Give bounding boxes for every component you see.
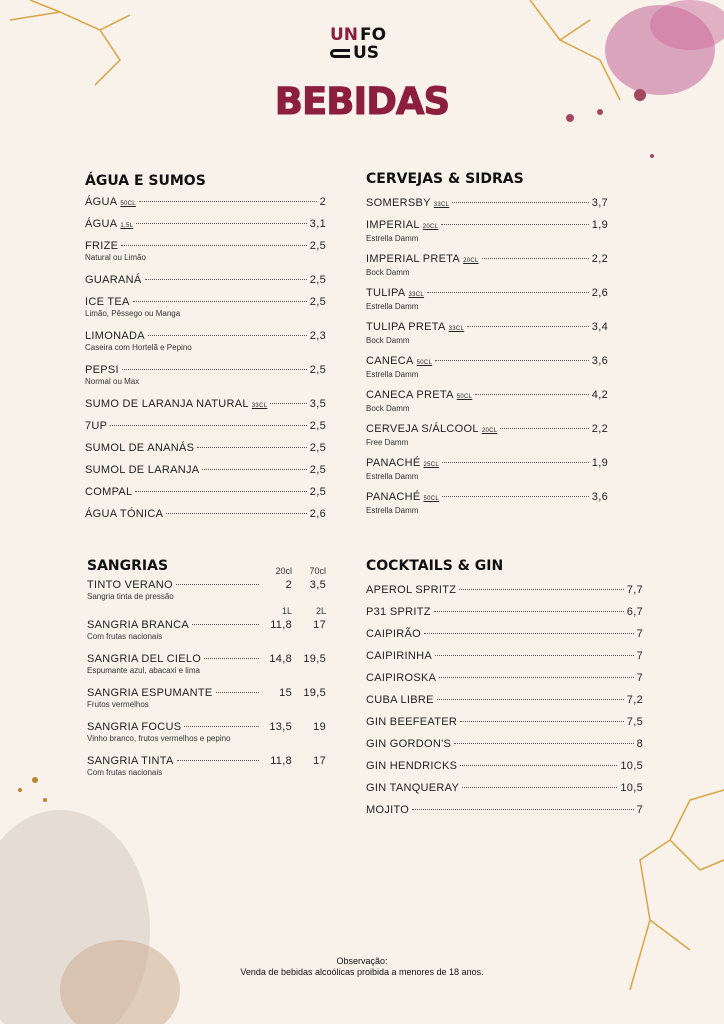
item-name: TULIPA PRETA — [366, 321, 446, 333]
item-price: 3,6 — [591, 355, 608, 367]
item-name: CAIPIRINHA — [366, 650, 432, 662]
item-size: 20CL — [422, 224, 439, 230]
dot-leader — [136, 223, 307, 224]
menu-item — [366, 781, 643, 803]
item-price-large: 17 — [313, 755, 326, 767]
menu-item — [85, 485, 326, 507]
item-name: ÁGUA TÓNICA — [85, 508, 164, 520]
item-size: 33CL — [433, 202, 450, 208]
menu-item — [85, 419, 326, 441]
item-price: 7 — [636, 628, 643, 640]
dot-leader — [121, 245, 307, 246]
item-name: PANACHÉ — [366, 491, 421, 503]
item-name: COMPAL — [85, 486, 133, 498]
logo-text-us: US — [353, 43, 380, 63]
item-name: GUARANÁ — [85, 274, 142, 286]
menu-item — [366, 456, 608, 490]
size-header: 20cl — [275, 566, 292, 576]
dot-leader — [192, 624, 259, 625]
item-price: 2 — [319, 196, 326, 208]
menu-item — [366, 286, 608, 320]
item-price-large: 17 — [313, 619, 326, 631]
observation-note — [0, 956, 724, 978]
item-name: SANGRIA FOCUS — [87, 721, 182, 733]
item-name: ÁGUA — [85, 218, 118, 230]
item-description: Estrella Damm — [366, 370, 419, 379]
section-heading: CERVEJAS & SIDRAS — [366, 171, 524, 187]
item-price: 4,2 — [591, 389, 608, 401]
item-price-large: 19,5 — [303, 653, 326, 665]
menu-item — [366, 252, 608, 286]
dot-leader — [427, 292, 589, 293]
item-price: 2,6 — [309, 508, 326, 520]
item-price: 8 — [636, 738, 643, 750]
menu-item — [87, 686, 326, 720]
item-name: ICE TEA — [85, 296, 130, 308]
item-description: Estrella Damm — [366, 472, 419, 481]
item-price: 2,5 — [309, 486, 326, 498]
item-price: 7 — [636, 672, 643, 684]
item-name: FRIZE — [85, 240, 119, 252]
item-name: LIMONADA — [85, 330, 145, 342]
section-sangrias — [87, 558, 326, 788]
item-price-small: 2 — [285, 579, 292, 591]
item-price: 6,7 — [626, 606, 643, 618]
item-price: 2,5 — [309, 464, 326, 476]
item-price: 2,6 — [591, 287, 608, 299]
dot-leader — [176, 584, 259, 585]
item-price: 3,5 — [309, 398, 326, 410]
item-name: MOJITO — [366, 804, 410, 816]
item-name: CUBA LIBRE — [366, 694, 434, 706]
item-price: 7 — [636, 804, 643, 816]
item-size: 50CL — [416, 360, 433, 366]
item-size: 20CL — [481, 428, 498, 434]
item-price: 2,5 — [309, 364, 326, 376]
dot-leader — [500, 428, 588, 429]
dot-leader — [442, 462, 589, 463]
item-price: 7,2 — [626, 694, 643, 706]
logo-text-fo: FO — [360, 25, 387, 45]
dot-leader — [135, 491, 306, 492]
dot-leader — [270, 403, 306, 404]
item-name: PANACHÉ — [366, 457, 421, 469]
menu-item — [366, 759, 643, 781]
menu-item — [87, 754, 326, 788]
item-description: Estrella Damm — [366, 506, 419, 515]
item-name: 7UP — [85, 420, 108, 432]
item-description: Bock Damm — [366, 404, 410, 413]
dot-leader — [460, 721, 624, 722]
dot-leader — [197, 447, 307, 448]
section-heading: SANGRIAS — [87, 558, 169, 574]
item-price: 7,5 — [626, 716, 643, 728]
menu-item — [366, 715, 643, 737]
menu-item — [366, 320, 608, 354]
dot-leader — [177, 760, 259, 761]
item-description: Natural ou Limão — [85, 253, 146, 262]
section-heading: COCKTAILS & GIN — [366, 558, 504, 574]
item-name: SANGRIA ESPUMANTE — [87, 687, 213, 699]
dot-leader — [439, 677, 633, 678]
item-price: 2,2 — [591, 253, 608, 265]
item-description: Com frutas nacionais — [87, 632, 163, 641]
dot-leader — [435, 360, 589, 361]
menu-item — [366, 422, 608, 456]
dot-leader — [452, 202, 589, 203]
dot-leader — [482, 258, 589, 259]
note-label: Observação: — [336, 956, 388, 966]
menu-item — [85, 397, 326, 419]
item-description: Estrella Damm — [366, 234, 419, 243]
item-description: Estrella Damm — [366, 302, 419, 311]
item-price: 7,7 — [626, 584, 643, 596]
item-price: 2,3 — [309, 330, 326, 342]
dot-leader — [467, 326, 589, 327]
item-size: 33CL — [448, 326, 465, 332]
item-name: PEPSI — [85, 364, 119, 376]
item-price: 3,7 — [591, 197, 608, 209]
item-size: 50CL — [120, 201, 136, 207]
menu-item — [85, 217, 326, 239]
dot-leader — [460, 765, 617, 766]
item-description: Sangria tinta de pressão — [87, 592, 174, 601]
menu-item — [87, 652, 326, 686]
page-title: BEBIDAS — [274, 80, 450, 123]
item-description: Bock Damm — [366, 336, 410, 345]
item-price-large: 3,5 — [309, 579, 326, 591]
item-price: 2,5 — [309, 240, 326, 252]
item-size: 50CL — [456, 394, 473, 400]
dot-leader — [454, 743, 633, 744]
menu-item — [85, 239, 326, 273]
item-price: 2,5 — [309, 442, 326, 454]
dot-leader — [459, 589, 624, 590]
item-name: SANGRIA BRANCA — [87, 619, 190, 631]
dot-leader — [442, 496, 589, 497]
size-column-headers — [87, 606, 326, 618]
menu-item — [87, 578, 326, 606]
item-name: CAIPIROSKA — [366, 672, 437, 684]
item-price: 1,9 — [591, 219, 608, 231]
logo-text-un: UN — [330, 25, 359, 45]
item-name: SOMERSBY — [366, 197, 431, 209]
item-name: CANECA — [366, 355, 414, 367]
item-price: 2,2 — [591, 423, 608, 435]
menu-item — [85, 195, 326, 217]
item-price-large: 19 — [313, 721, 326, 733]
menu-item — [366, 196, 608, 218]
dot-leader — [412, 809, 633, 810]
item-name: TINTO VERANO — [87, 579, 173, 591]
item-name: GIN GORDON'S — [366, 738, 452, 750]
dot-leader — [110, 425, 306, 426]
dot-leader — [122, 369, 307, 370]
menu-item — [366, 737, 643, 759]
item-name: SUMOL DE ANANÁS — [85, 442, 195, 454]
item-name: CERVEJA S/ÁLCOOL — [366, 423, 479, 435]
dot-leader — [139, 201, 317, 202]
item-price: 3,1 — [309, 218, 326, 230]
item-description: Free Damm — [366, 438, 409, 447]
section-agua-e-sumos — [85, 173, 326, 529]
item-name: SANGRIA DEL CIELO — [87, 653, 202, 665]
item-name: ÁGUA — [85, 196, 118, 208]
unfocus-logo — [330, 27, 400, 67]
item-name: IMPERIAL PRETA — [366, 253, 461, 265]
item-name: CANECA PRETA — [366, 389, 454, 401]
dot-leader — [202, 469, 306, 470]
menu-item — [366, 649, 643, 671]
menu-item — [366, 671, 643, 693]
item-name: SUMOL DE LARANJA — [85, 464, 200, 476]
dot-leader — [441, 224, 589, 225]
section-cervejas-e-sidras — [366, 171, 608, 524]
menu-item — [366, 354, 608, 388]
item-size: 33CL — [408, 292, 425, 298]
menu-item — [85, 295, 326, 329]
dot-leader — [434, 611, 624, 612]
item-description: Bock Damm — [366, 268, 410, 277]
menu-item — [366, 583, 643, 605]
section-heading: ÁGUA E SUMOS — [85, 173, 206, 189]
note-text: Venda de bebidas alcoólicas proibida a menores de 18 anos. — [240, 967, 484, 977]
menu-item — [85, 507, 326, 529]
menu-item — [85, 329, 326, 363]
dot-leader — [148, 335, 307, 336]
menu-item — [366, 218, 608, 252]
item-price: 10,5 — [620, 782, 643, 794]
dot-leader — [437, 699, 624, 700]
item-price: 1,9 — [591, 457, 608, 469]
menu-item — [366, 490, 608, 524]
item-name: GIN HENDRICKS — [366, 760, 458, 772]
dot-leader — [216, 692, 259, 693]
item-price: 7 — [636, 650, 643, 662]
item-description: Caseira com Hortelã e Pepino — [85, 343, 192, 352]
item-price: 2,5 — [309, 296, 326, 308]
item-size: 50CL — [423, 496, 440, 502]
item-price: 3,6 — [591, 491, 608, 503]
item-description: Vinho branco, frutos vermelhos e pepino — [87, 734, 231, 743]
dot-leader — [133, 301, 307, 302]
size-header: 2L — [315, 606, 326, 616]
item-name: GIN TANQUERAY — [366, 782, 460, 794]
item-price: 2,5 — [309, 274, 326, 286]
item-size: 25CL — [423, 462, 440, 468]
item-name: APEROL SPRITZ — [366, 584, 457, 596]
dot-leader — [145, 279, 307, 280]
item-name: TULIPA — [366, 287, 406, 299]
item-description: Com frutas nacionais — [87, 768, 163, 777]
item-name: SUMO DE LARANJA NATURAL — [85, 398, 249, 410]
item-price-large: 19,5 — [303, 687, 326, 699]
item-price-small: 13,5 — [269, 721, 292, 733]
item-description: Espumante azul, abacaxi e lima — [87, 666, 200, 675]
menu-item — [85, 363, 326, 397]
item-name: CAIPIRÃO — [366, 628, 421, 640]
item-name: GIN BEEFEATER — [366, 716, 458, 728]
size-header: 1L — [281, 606, 292, 616]
menu-item — [366, 388, 608, 422]
item-name: P31 SPRITZ — [366, 606, 431, 618]
dot-leader — [184, 726, 259, 727]
item-price-small: 11,8 — [270, 755, 292, 767]
item-name: SANGRIA TINTA — [87, 755, 174, 767]
menu-item — [87, 618, 326, 652]
menu-item — [366, 803, 643, 825]
item-description: Frutos vermelhos — [87, 700, 149, 709]
item-price: 10,5 — [620, 760, 643, 772]
dot-leader — [435, 655, 634, 656]
item-price-small: 11,8 — [270, 619, 292, 631]
item-price-small: 14,8 — [269, 653, 292, 665]
menu-item — [87, 720, 326, 754]
menu-item — [85, 441, 326, 463]
item-size: 20CL — [463, 258, 479, 264]
item-price: 2,5 — [309, 420, 326, 432]
item-size: 1,5L — [120, 223, 134, 229]
section-cocktails-e-gin — [366, 558, 643, 825]
menu-item — [366, 693, 643, 715]
dot-leader — [462, 787, 617, 788]
item-price-small: 15 — [279, 687, 292, 699]
item-price: 3,4 — [591, 321, 608, 333]
dot-leader — [475, 394, 589, 395]
dot-leader — [424, 633, 634, 634]
menu-item — [366, 627, 643, 649]
menu-item — [85, 273, 326, 295]
dot-leader — [204, 658, 259, 659]
menu-item — [85, 463, 326, 485]
item-size: 33CL — [251, 403, 268, 409]
item-name: IMPERIAL — [366, 219, 420, 231]
dot-leader — [166, 513, 307, 514]
size-header: 70cl — [309, 566, 326, 576]
item-description: Limão, Pêssego ou Manga — [85, 309, 181, 318]
item-description: Normal ou Max — [85, 377, 140, 386]
menu-item — [366, 605, 643, 627]
